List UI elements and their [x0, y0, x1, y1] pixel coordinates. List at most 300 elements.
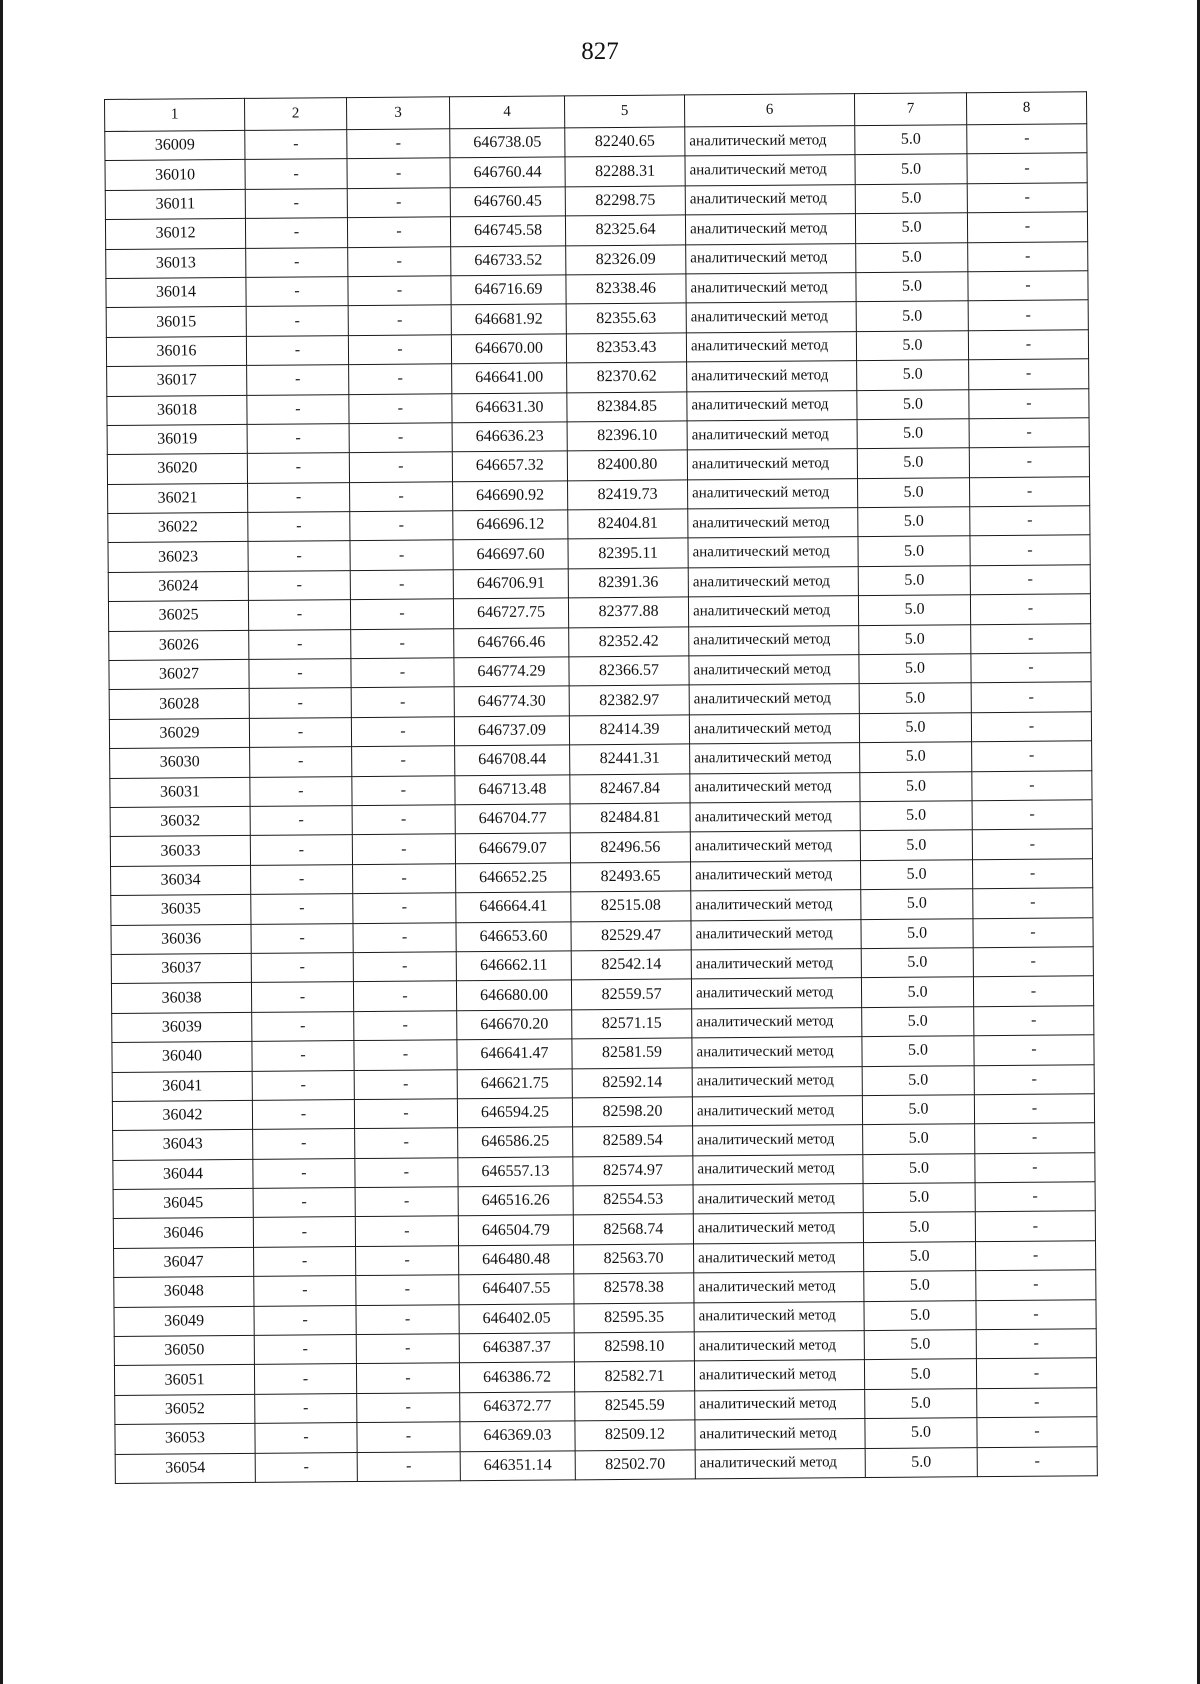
coordinate-x-cell: 646636.23 — [452, 422, 567, 452]
method-cell: аналитический метод — [692, 1037, 862, 1068]
col2-cell: - — [247, 453, 349, 483]
accuracy-cell: 5.0 — [865, 1418, 977, 1448]
col3-cell: - — [355, 1216, 458, 1246]
col8-cell: - — [975, 1152, 1095, 1182]
col2-cell: - — [254, 1246, 356, 1276]
col8-cell: - — [972, 770, 1092, 800]
accuracy-cell: 5.0 — [862, 1095, 974, 1125]
coordinate-x-cell: 646727.75 — [453, 598, 568, 628]
col8-cell: - — [970, 594, 1090, 624]
point-number-cell: 36048 — [114, 1277, 254, 1307]
accuracy-cell: 5.0 — [858, 507, 970, 537]
col2-cell: - — [250, 747, 352, 777]
coordinate-y-cell: 82493.65 — [571, 862, 691, 892]
coordinate-y-cell: 82595.35 — [574, 1303, 694, 1333]
coordinate-x-cell: 646653.60 — [456, 921, 571, 951]
accuracy-cell: 5.0 — [861, 977, 973, 1007]
col3-cell: - — [350, 540, 453, 570]
point-number-cell: 36035 — [111, 895, 251, 925]
method-cell: аналитический метод — [692, 1066, 862, 1097]
coordinate-y-cell: 82568.74 — [573, 1214, 693, 1244]
col2-cell: - — [254, 1364, 356, 1394]
coordinate-x-cell: 646774.30 — [454, 686, 569, 716]
point-number-cell: 36029 — [109, 718, 249, 748]
col8-cell: - — [968, 241, 1088, 271]
column-header: 1 — [105, 98, 245, 131]
method-cell: аналитический метод — [687, 361, 857, 392]
col2-cell: - — [254, 1335, 356, 1365]
col8-cell: - — [973, 976, 1093, 1006]
col2-cell: - — [249, 659, 351, 689]
col2-cell: - — [246, 277, 348, 307]
point-number-cell: 36053 — [115, 1424, 255, 1454]
col3-cell: - — [349, 393, 452, 423]
col8-cell: - — [970, 565, 1090, 595]
accuracy-cell: 5.0 — [859, 713, 971, 743]
col3-cell: - — [353, 952, 456, 982]
col2-cell: - — [248, 512, 350, 542]
col3-cell: - — [356, 1334, 459, 1364]
col3-cell: - — [353, 893, 456, 923]
col3-cell: - — [351, 687, 454, 717]
accuracy-cell: 5.0 — [857, 389, 969, 419]
col8-cell: - — [976, 1241, 1096, 1271]
col8-cell: - — [969, 359, 1089, 389]
accuracy-cell: 5.0 — [855, 184, 967, 214]
col8-cell: - — [972, 859, 1092, 889]
col2-cell: - — [253, 1188, 355, 1218]
method-cell: аналитический метод — [686, 273, 856, 304]
column-header: 7 — [854, 93, 966, 126]
col3-cell: - — [357, 1393, 460, 1423]
coordinate-y-cell: 82370.62 — [567, 362, 687, 392]
col3-cell: - — [350, 511, 453, 541]
col8-cell: - — [969, 388, 1089, 418]
point-number-cell: 36037 — [111, 953, 251, 983]
point-number-cell: 36010 — [105, 160, 245, 190]
method-cell: аналитический метод — [691, 860, 861, 891]
method-cell: аналитический метод — [688, 478, 858, 509]
coordinate-y-cell: 82441.31 — [570, 744, 690, 774]
col3-cell: - — [354, 1010, 457, 1040]
col8-cell: - — [968, 330, 1088, 360]
col3-cell: - — [352, 775, 455, 805]
coordinate-x-cell: 646708.44 — [455, 745, 570, 775]
col8-cell: - — [977, 1446, 1097, 1476]
point-number-cell: 36020 — [107, 454, 247, 484]
coordinate-x-cell: 646516.26 — [458, 1186, 573, 1216]
method-cell: аналитический метод — [693, 1184, 863, 1215]
coordinate-y-cell: 82467.84 — [570, 774, 690, 804]
col2-cell: - — [247, 423, 349, 453]
method-cell: аналитический метод — [685, 155, 855, 186]
method-cell: аналитический метод — [688, 566, 858, 597]
column-header: 3 — [346, 97, 449, 130]
column-header: 4 — [449, 96, 564, 129]
col3-cell: - — [355, 1128, 458, 1158]
coordinate-y-cell: 82395.11 — [568, 538, 688, 568]
coordinate-x-cell: 646760.44 — [450, 157, 565, 187]
col8-cell: - — [972, 829, 1092, 859]
col8-cell: - — [969, 476, 1089, 506]
point-number-cell: 36024 — [108, 571, 248, 601]
coordinate-y-cell: 82414.39 — [569, 715, 689, 745]
col8-cell: - — [970, 535, 1090, 565]
coordinate-x-cell: 646557.13 — [458, 1157, 573, 1187]
col8-cell: - — [971, 623, 1091, 653]
coordinate-x-cell: 646387.37 — [459, 1333, 574, 1363]
col3-cell: - — [347, 129, 450, 159]
coordinate-y-cell: 82589.54 — [573, 1126, 693, 1156]
coordinate-x-cell: 646594.25 — [457, 1098, 572, 1128]
col3-cell: - — [353, 922, 456, 952]
coordinate-y-cell: 82298.75 — [565, 186, 685, 216]
accuracy-cell: 5.0 — [859, 624, 971, 654]
col8-cell: - — [975, 1182, 1095, 1212]
coordinates-table — [104, 91, 1098, 1484]
point-number-cell: 36022 — [108, 512, 248, 542]
accuracy-cell: 5.0 — [856, 301, 968, 331]
coordinate-x-cell: 646745.58 — [450, 216, 565, 246]
col2-cell: - — [250, 835, 352, 865]
coordinate-x-cell: 646372.77 — [460, 1392, 575, 1422]
accuracy-cell: 5.0 — [860, 830, 972, 860]
accuracy-cell: 5.0 — [861, 859, 973, 889]
col2-cell: - — [255, 1393, 357, 1423]
coordinate-y-cell: 82353.43 — [566, 333, 686, 363]
point-number-cell: 36021 — [108, 483, 248, 513]
method-cell: аналитический метод — [691, 890, 861, 921]
accuracy-cell: 5.0 — [855, 213, 967, 243]
point-number-cell: 36045 — [113, 1188, 253, 1218]
col8-cell: - — [968, 271, 1088, 301]
col3-cell: - — [350, 599, 453, 629]
col8-cell: - — [973, 888, 1093, 918]
coordinate-y-cell: 82509.12 — [575, 1420, 695, 1450]
col8-cell: - — [967, 212, 1087, 242]
coordinate-y-cell: 82325.64 — [565, 215, 685, 245]
coordinate-y-cell: 82571.15 — [572, 1009, 692, 1039]
coordinate-x-cell: 646690.92 — [453, 481, 568, 511]
accuracy-cell: 5.0 — [857, 419, 969, 449]
coordinate-x-cell: 646680.00 — [456, 980, 571, 1010]
accuracy-cell: 5.0 — [858, 595, 970, 625]
coordinate-y-cell: 82396.10 — [567, 421, 687, 451]
point-number-cell: 36051 — [114, 1365, 254, 1395]
col3-cell: - — [355, 1157, 458, 1187]
accuracy-cell: 5.0 — [860, 771, 972, 801]
coordinate-x-cell: 646697.60 — [453, 539, 568, 569]
col2-cell: - — [248, 600, 350, 630]
col2-cell: - — [253, 1129, 355, 1159]
point-number-cell: 36054 — [115, 1453, 255, 1483]
col3-cell: - — [356, 1363, 459, 1393]
col8-cell: - — [974, 1064, 1094, 1094]
coordinate-y-cell: 82592.14 — [572, 1067, 692, 1097]
coordinate-x-cell: 646504.79 — [458, 1215, 573, 1245]
coordinate-y-cell: 82288.31 — [565, 156, 685, 186]
col8-cell: - — [970, 506, 1090, 536]
point-number-cell: 36033 — [110, 836, 250, 866]
point-number-cell: 36043 — [113, 1130, 253, 1160]
accuracy-cell: 5.0 — [855, 125, 967, 155]
method-cell: аналитический метод — [691, 949, 861, 980]
point-number-cell: 36012 — [105, 219, 245, 249]
col3-cell: - — [354, 1099, 457, 1129]
col2-cell: - — [251, 923, 353, 953]
coordinate-x-cell: 646407.55 — [459, 1274, 574, 1304]
col8-cell: - — [969, 418, 1089, 448]
coordinate-y-cell: 82404.81 — [568, 509, 688, 539]
method-cell: аналитический метод — [688, 537, 858, 568]
method-cell: аналитический метод — [687, 449, 857, 480]
col3-cell: - — [352, 834, 455, 864]
method-cell: аналитический метод — [685, 214, 855, 245]
col3-cell: - — [347, 158, 450, 188]
coordinate-x-cell: 646621.75 — [457, 1068, 572, 1098]
method-cell: аналитический метод — [693, 1213, 863, 1244]
col2-cell: - — [253, 1217, 355, 1247]
col8-cell: - — [971, 653, 1091, 683]
method-cell: аналитический метод — [689, 713, 859, 744]
col8-cell: - — [967, 153, 1087, 183]
column-header: 8 — [966, 92, 1086, 125]
method-cell: аналитический метод — [692, 1095, 862, 1126]
point-number-cell: 36028 — [109, 689, 249, 719]
col2-cell: - — [254, 1305, 356, 1335]
accuracy-cell: 5.0 — [865, 1447, 977, 1477]
col2-cell: - — [247, 365, 349, 395]
method-cell: аналитический метод — [689, 625, 859, 656]
col3-cell: - — [353, 864, 456, 894]
coordinate-x-cell: 646586.25 — [458, 1127, 573, 1157]
col3-cell: - — [351, 658, 454, 688]
col3-cell: - — [349, 452, 452, 482]
col2-cell: - — [248, 541, 350, 571]
method-cell: аналитический метод — [690, 772, 860, 803]
coordinate-x-cell: 646738.05 — [450, 128, 565, 158]
point-number-cell: 36049 — [114, 1306, 254, 1336]
accuracy-cell: 5.0 — [855, 154, 967, 184]
column-header: 6 — [684, 94, 854, 127]
method-cell: аналитический метод — [688, 508, 858, 539]
point-number-cell: 36036 — [111, 924, 251, 954]
col8-cell: - — [976, 1358, 1096, 1388]
method-cell: аналитический метод — [689, 655, 859, 686]
col8-cell: - — [971, 682, 1091, 712]
coordinate-x-cell: 646681.92 — [451, 304, 566, 334]
accuracy-cell: 5.0 — [863, 1212, 975, 1242]
method-cell: аналитический метод — [694, 1360, 864, 1391]
col8-cell: - — [973, 947, 1093, 977]
point-number-cell: 36027 — [109, 659, 249, 689]
col8-cell: - — [974, 1035, 1094, 1065]
accuracy-cell: 5.0 — [859, 654, 971, 684]
coordinate-y-cell: 82578.38 — [574, 1273, 694, 1303]
coordinate-x-cell: 646774.29 — [454, 657, 569, 687]
method-cell: аналитический метод — [686, 302, 856, 333]
coordinate-x-cell: 646641.47 — [457, 1039, 572, 1069]
coordinate-y-cell: 82366.57 — [569, 656, 689, 686]
col3-cell: - — [354, 1069, 457, 1099]
col8-cell: - — [971, 712, 1091, 742]
accuracy-cell: 5.0 — [856, 272, 968, 302]
col2-cell: - — [245, 188, 347, 218]
method-cell: аналитический метод — [695, 1419, 865, 1450]
col8-cell: - — [967, 183, 1087, 213]
col2-cell: - — [245, 159, 347, 189]
col3-cell: - — [351, 717, 454, 747]
method-cell: аналитический метод — [688, 596, 858, 627]
col3-cell: - — [348, 335, 451, 365]
method-cell: аналитический метод — [686, 331, 856, 362]
accuracy-cell: 5.0 — [861, 889, 973, 919]
accuracy-cell: 5.0 — [862, 1006, 974, 1036]
accuracy-cell: 5.0 — [861, 948, 973, 978]
col2-cell: - — [246, 306, 348, 336]
method-cell: аналитический метод — [694, 1331, 864, 1362]
point-number-cell: 36032 — [110, 806, 250, 836]
coordinate-y-cell: 82582.71 — [574, 1361, 694, 1391]
col8-cell: - — [968, 300, 1088, 330]
coordinate-x-cell: 646351.14 — [460, 1450, 575, 1480]
table-body — [105, 124, 1098, 1484]
coordinate-y-cell: 82515.08 — [571, 891, 691, 921]
col2-cell: - — [254, 1276, 356, 1306]
col3-cell: - — [356, 1275, 459, 1305]
coordinate-x-cell: 646706.91 — [453, 569, 568, 599]
coordinate-x-cell: 646670.00 — [451, 334, 566, 364]
method-cell: аналитический метод — [685, 126, 855, 157]
accuracy-cell: 5.0 — [859, 683, 971, 713]
col2-cell: - — [252, 1070, 354, 1100]
coordinate-y-cell: 82545.59 — [575, 1391, 695, 1421]
col3-cell: - — [356, 1304, 459, 1334]
col2-cell: - — [250, 776, 352, 806]
accuracy-cell: 5.0 — [863, 1153, 975, 1183]
coordinate-y-cell: 82384.85 — [567, 391, 687, 421]
coordinate-y-cell: 82326.09 — [566, 244, 686, 274]
accuracy-cell: 5.0 — [865, 1388, 977, 1418]
col3-cell: - — [350, 481, 453, 511]
col3-cell: - — [353, 981, 456, 1011]
coordinate-x-cell: 646662.11 — [456, 951, 571, 981]
point-number-cell: 36031 — [110, 777, 250, 807]
col8-cell: - — [976, 1299, 1096, 1329]
accuracy-cell: 5.0 — [863, 1124, 975, 1154]
point-number-cell: 36016 — [106, 336, 246, 366]
point-number-cell: 36023 — [108, 542, 248, 572]
coordinate-y-cell: 82542.14 — [571, 950, 691, 980]
point-number-cell: 36011 — [105, 189, 245, 219]
coordinate-x-cell: 646402.05 — [459, 1303, 574, 1333]
method-cell: аналитический метод — [687, 420, 857, 451]
coordinate-y-cell: 82581.59 — [572, 1038, 692, 1068]
point-number-cell: 36044 — [113, 1159, 253, 1189]
method-cell: аналитический метод — [694, 1301, 864, 1332]
col3-cell: - — [348, 246, 451, 276]
coordinate-x-cell: 646696.12 — [453, 510, 568, 540]
method-cell: аналитический метод — [687, 390, 857, 421]
col2-cell: - — [251, 953, 353, 983]
col8-cell: - — [973, 917, 1093, 947]
method-cell: аналитический метод — [690, 743, 860, 774]
method-cell: аналитический метод — [692, 1007, 862, 1038]
col3-cell: - — [347, 217, 450, 247]
coordinate-x-cell: 646631.30 — [452, 392, 567, 422]
accuracy-cell: 5.0 — [862, 1036, 974, 1066]
accuracy-cell: 5.0 — [861, 918, 973, 948]
col3-cell: - — [348, 276, 451, 306]
method-cell: аналитический метод — [695, 1448, 865, 1479]
point-number-cell: 36017 — [107, 366, 247, 396]
accuracy-cell: 5.0 — [856, 330, 968, 360]
coordinate-y-cell: 82391.36 — [568, 568, 688, 598]
col3-cell: - — [357, 1422, 460, 1452]
point-number-cell: 36052 — [115, 1394, 255, 1424]
coordinate-y-cell: 82355.63 — [566, 303, 686, 333]
coordinate-x-cell: 646657.32 — [452, 451, 567, 481]
coordinate-x-cell: 646737.09 — [454, 716, 569, 746]
column-header: 5 — [564, 95, 684, 128]
col3-cell: - — [347, 188, 450, 218]
col8-cell: - — [977, 1388, 1097, 1418]
accuracy-cell: 5.0 — [864, 1330, 976, 1360]
col3-cell: - — [355, 1187, 458, 1217]
coordinate-x-cell: 646716.69 — [451, 275, 566, 305]
coordinate-y-cell: 82400.80 — [567, 450, 687, 480]
method-cell: аналитический метод — [695, 1389, 865, 1420]
coordinate-x-cell: 646760.45 — [450, 187, 565, 217]
point-number-cell: 36030 — [110, 748, 250, 778]
accuracy-cell: 5.0 — [864, 1300, 976, 1330]
col2-cell: - — [245, 130, 347, 160]
coordinate-y-cell: 82496.56 — [570, 832, 690, 862]
col2-cell: - — [252, 1011, 354, 1041]
coordinate-x-cell: 646652.25 — [456, 863, 571, 893]
col3-cell: - — [349, 423, 452, 453]
coordinate-y-cell: 82382.97 — [569, 685, 689, 715]
coordinate-x-cell: 646713.48 — [455, 774, 570, 804]
col3-cell: - — [348, 305, 451, 335]
point-number-cell: 36019 — [107, 424, 247, 454]
point-number-cell: 36040 — [112, 1041, 252, 1071]
accuracy-cell: 5.0 — [864, 1359, 976, 1389]
accuracy-cell: 5.0 — [864, 1271, 976, 1301]
table-row — [115, 1446, 1097, 1483]
accuracy-cell: 5.0 — [856, 242, 968, 272]
col2-cell: - — [245, 218, 347, 248]
method-cell: аналитический метод — [686, 243, 856, 274]
column-header: 2 — [244, 98, 346, 131]
coordinate-x-cell: 646664.41 — [456, 892, 571, 922]
col3-cell: - — [356, 1246, 459, 1276]
col2-cell: - — [248, 482, 350, 512]
point-number-cell: 36041 — [112, 1071, 252, 1101]
col2-cell: - — [253, 1158, 355, 1188]
col8-cell: - — [972, 800, 1092, 830]
accuracy-cell: 5.0 — [860, 742, 972, 772]
coordinate-y-cell: 82574.97 — [573, 1156, 693, 1186]
point-number-cell: 36025 — [108, 601, 248, 631]
method-cell: аналитический метод — [694, 1272, 864, 1303]
col3-cell: - — [352, 746, 455, 776]
accuracy-cell: 5.0 — [857, 360, 969, 390]
col3-cell: - — [357, 1451, 460, 1481]
coordinate-y-cell: 82559.57 — [571, 979, 691, 1009]
col8-cell: - — [974, 1094, 1094, 1124]
point-number-cell: 36039 — [112, 1012, 252, 1042]
